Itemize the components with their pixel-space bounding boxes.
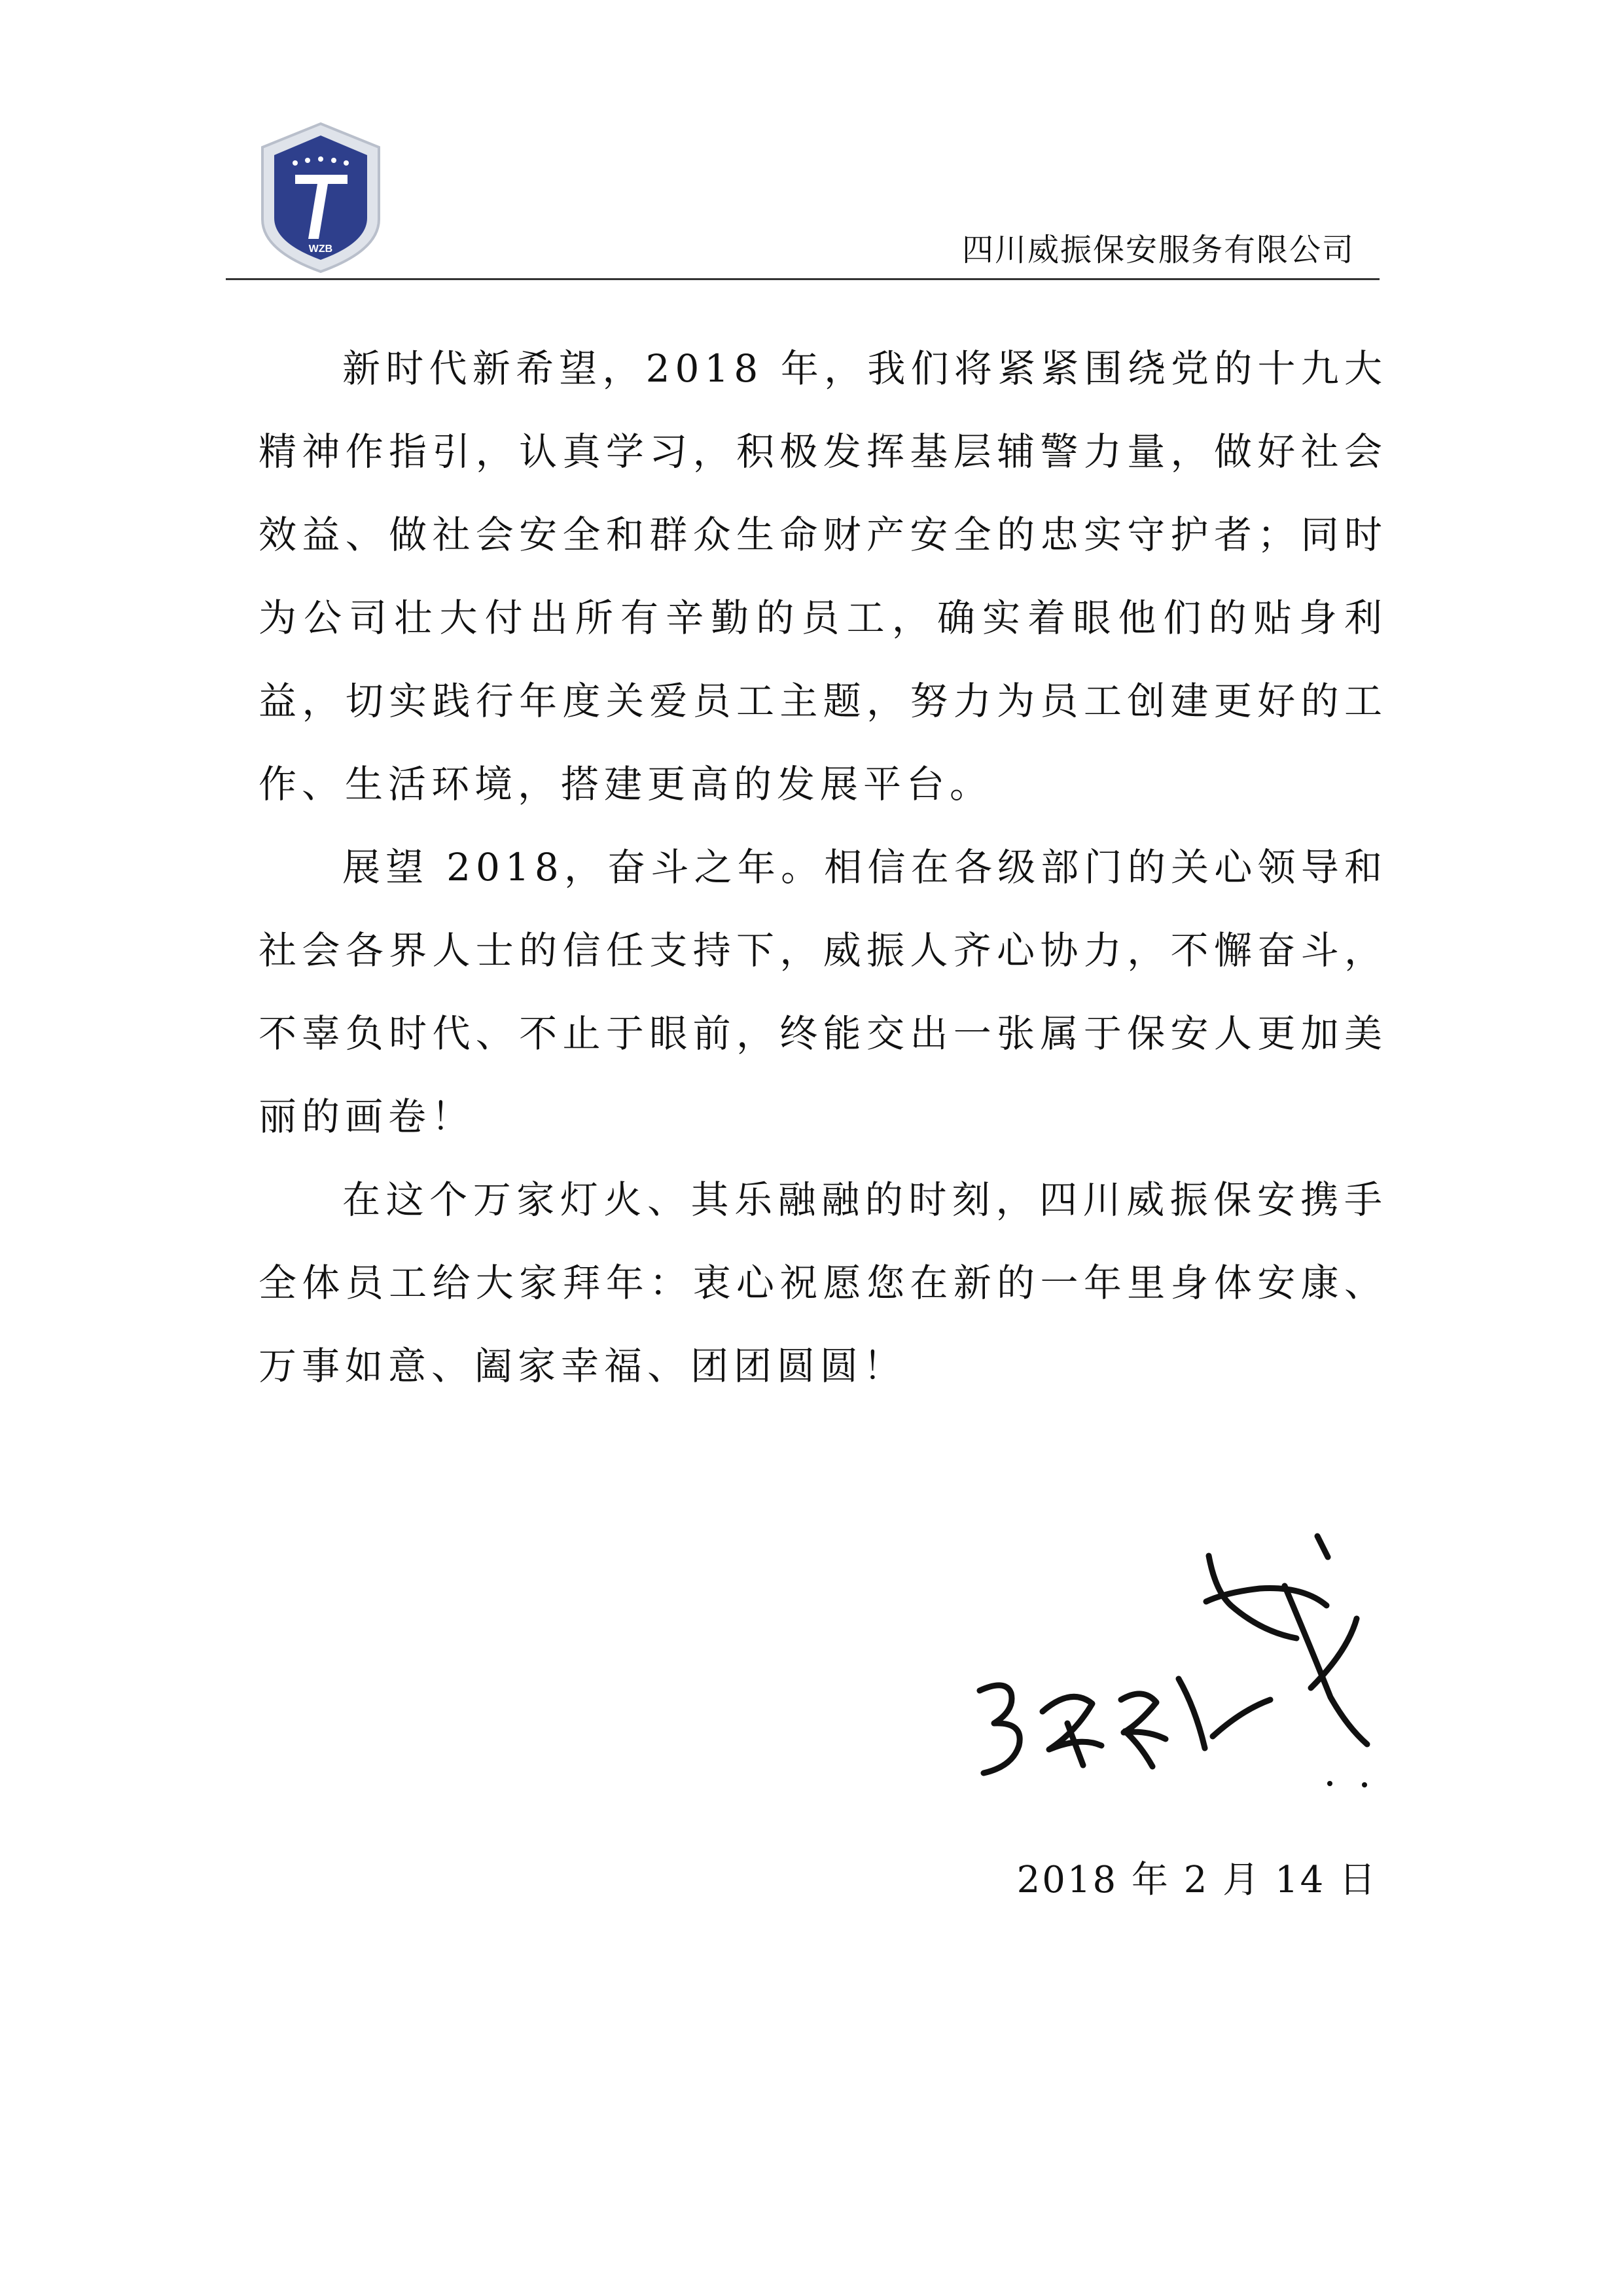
letter-date: 2018 年 2 月 14 日 [1016, 1859, 1378, 1901]
header-divider [226, 278, 1380, 280]
letter-body [259, 327, 1387, 1408]
logo-text: WZB [308, 243, 333, 255]
letter-paragraph-2: 展望 2018，奋斗之年。相信在各级部门的关心领导和社会各界人士的信任支持下，威振人齐心协力，不懈奋斗，不辜负时代、不止于眼前，终能交出一张属于保安人更加美丽的画卷！ [259, 845, 1387, 1139]
company-name: 四川威振保安服务有限公司 [961, 232, 1355, 268]
handwritten-signature [952, 1515, 1397, 1810]
letter-paragraph-3: 在这个万家灯火、其乐融融的时刻，四川威振保安携手全体员工给大家拜年：衷心祝愿您在新的一年里身体安康、万事如意、阖家幸福、团团圆圆！ [259, 1177, 1387, 1388]
letter-paragraph-1: 新时代新希望，2018 年，我们将紧紧围绕党的十九大精神作指引，认真学习，积极发挥基层辅警力量，做好社会效益、做社会安全和群众生命财产安全的忠实守护者；同时为公司壮大付出所有辛勤的员工，确实着眼他们的贴身利益，切实践行年度关爱员工主题，努力为员工创建更好的工作、生活环境，搭建更高的发展平台。 [259, 346, 1387, 806]
company-logo-icon [257, 121, 385, 275]
